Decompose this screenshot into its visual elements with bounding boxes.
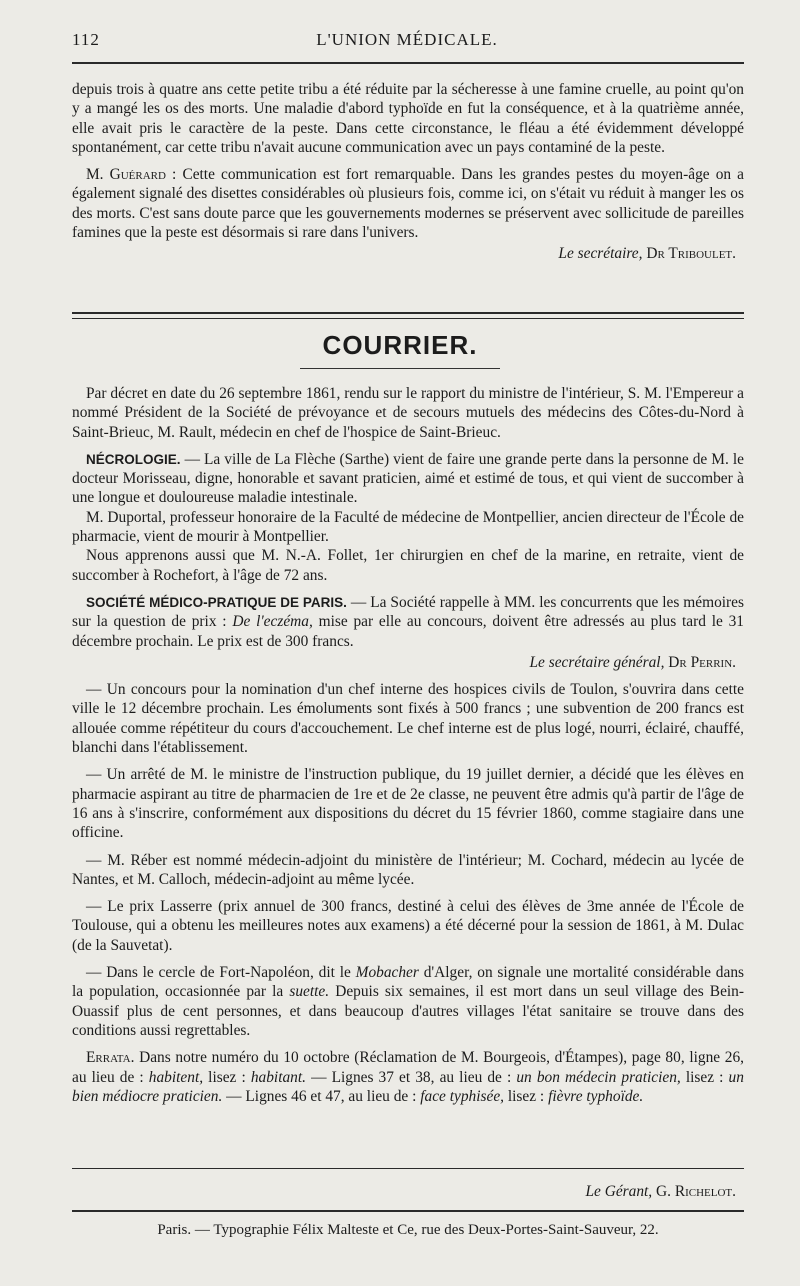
courrier-paragraph-decree: Par décret en date du 26 septembre 1861, rendu sur le rapport du ministre de l'intérieur, S. M. l'Empereur a nommé Président de la Société de prévoyance et de secours mutuels des médecins des Côtes-du-Nord à Saint-Brieuc, M. Rault, médecin en chef de l'hospice de Saint-Brieuc.	[72, 385, 744, 441]
gerant-signature	[72, 1182, 744, 1201]
intro-paragraph-2	[72, 165, 744, 242]
society-prize-topic: De l'eczéma,	[232, 613, 313, 631]
gerant-role: Le Gérant,	[585, 1183, 653, 1200]
duportal-paragraph: M. Duportal, professeur honoraire de la Faculté de médecine de Montpellier, ancien directeur de l'École de pharmacie, vient de mourir à Montpellier.	[72, 508, 744, 546]
society-text-a: — La Société rappelle à MM. les concurrents que les mémoires sur la question de prix :	[72, 593, 744, 631]
intro-text	[72, 80, 744, 264]
errata-italic-3: un bon médecin praticien,	[516, 1068, 681, 1086]
pharmacy-paragraph: — Un arrêté de M. le ministre de l'instruction publique, du 19 juillet dernier, a décidé que les élèves en pharmacie aspirant au titre de pharmacien de 1re et de 2e classe, ne peuvent être admis qu'à partir de l'âge de 16 ans à s'inscrire, conformément aux dispositions du décret du 15 février 1860, comme stagiaire dans une officine.	[72, 766, 744, 842]
errata-italic-1: habitent,	[148, 1068, 204, 1086]
errata-text-d: lisez :	[685, 1068, 724, 1086]
society-signature	[72, 653, 744, 672]
errata-italic-6: fièvre typhoïde.	[548, 1087, 644, 1105]
intro-signature	[72, 244, 744, 263]
society-label: SOCIÉTÉ MÉDICO-PRATIQUE DE PARIS.	[86, 594, 347, 610]
header-rule	[72, 62, 744, 64]
section-rule-top	[72, 312, 744, 314]
fort-text-b: d'Alger, on signale une mortalité considérable dans la population, occasionnée par la	[72, 964, 744, 1001]
necrology-label: NÉCROLOGIE.	[86, 451, 181, 467]
gerant-name: G. Richelot.	[656, 1183, 736, 1200]
errata-text-b: lisez :	[208, 1068, 246, 1086]
footer-rule	[72, 1210, 744, 1212]
fort-text-c: Depuis six semaines, il est mort dans un seul village des Bein-Ouassif plus de cent personnes, et dans beaucoup d'autres villages l'état sanitaire se trouve dans des conditions aussi regrettables.	[72, 983, 744, 1039]
errata-italic-4: un bien médiocre praticien.	[72, 1068, 744, 1105]
follet-paragraph: Nous apprenons aussi que M. N.-A. Follet, 1er chirurgien en chef de la marine, en retraite, vient de succomber à Rochefort, à l'âge de 72 ans.	[72, 547, 744, 584]
errata-text-a: Dans notre numéro du 10 octobre (Réclamation de M. Bourgeois, d'Étampes), page 80, ligne 26, au lieu de :	[72, 1049, 744, 1086]
section-title: COURRIER.	[322, 330, 478, 360]
signature-name: Dr Triboulet.	[646, 245, 736, 263]
errata-paragraph	[72, 1048, 744, 1106]
fort-italic-2: suette.	[289, 983, 330, 1001]
section-title-underline	[300, 368, 500, 369]
signature-role: Le secrétaire,	[558, 245, 643, 263]
fort-italic-1: Mobacher	[355, 964, 419, 982]
courrier-text	[72, 384, 744, 1106]
gerant-block	[72, 1180, 744, 1201]
society-text-b: mise par elle au concours, doivent être adressés au plus tard le 31 décembre prochain. Le prix est de 300 francs.	[72, 613, 745, 650]
page-number: 112	[72, 30, 100, 49]
journal-title: L'UNION MÉDICALE.	[316, 30, 498, 49]
errata-label: Errata.	[86, 1049, 135, 1067]
printer-imprint: Paris. — Typographie Félix Malteste et Ce, rue des Deux-Portes-Saint-Sauveur, 22.	[157, 1222, 659, 1238]
errata-text-f: lisez :	[507, 1087, 545, 1105]
errata-text-c: — Lignes 37 et 38, au lieu de :	[311, 1068, 512, 1086]
society-signature-role: Le secrétaire général,	[529, 653, 665, 671]
intro-paragraph-1: depuis trois à quatre ans cette petite tribu a été réduite par la sécheresse à une famine cruelle, au point qu'on y a mangé les os des morts. Une maladie d'abord typhoïde en fut la conséquence, et à la quatrième année, elle avait pris le caractère de la peste. Dans cette circonstance, le fléau a été évidemment développé spontanément, car cette tribu n'avait aucune communication avec un pays contaminé de la peste.	[72, 81, 744, 156]
intro-paragraph-2-text: Cette communication est fort remarquable. Dans les grandes pestes du moyen-âge on a également signalé des disettes considérables où plusieurs fois, comme ici, on s'était vu réduit à manger les os des morts. C'est sans doute parce que les gouvernements modernes se préservent avec sollicitude de pareilles famines que la peste est désormais si rare dans l'univers.	[72, 166, 745, 242]
necrology-text: — La ville de La Flèche (Sarthe) vient de faire une grande perte dans la personne de M. le docteur Morisseau, digne, honorable et savant praticien, aimé et estimé de tous, et qui vient de succomber à une longue et douloureuse maladie intestinale.	[72, 450, 744, 507]
errata-italic-2: habitant.	[250, 1068, 306, 1086]
necrology-paragraph	[72, 450, 744, 508]
speaker-name: M. Guérard :	[86, 166, 177, 184]
running-header	[72, 30, 742, 60]
toulon-paragraph: — Un concours pour la nomination d'un chef interne des hospices civils de Toulon, s'ouvrira dans cette ville le 12 décembre prochain. Les émoluments sont fixés à 500 francs ; une subvention de 200 francs est allouée comme répétiteur du cours d'accouchement. Le chef interne est de plus logé, nourri, éclairé, chauffé, blanchi dans l'établissement.	[72, 681, 744, 757]
errata-italic-5: face typhisée,	[420, 1087, 505, 1105]
lasserre-paragraph: — Le prix Lasserre (prix annuel de 300 francs, destiné à celui des élèves de 3me année de l'École de Toulouse, qui a obtenu les meilleures notes aux examens) a été décerné pour la session de 1861, à M. Dulac (de la Sauvetat).	[72, 898, 744, 954]
society-signature-name: Dr Perrin.	[668, 653, 736, 671]
section-rule-bottom	[72, 318, 744, 319]
fort-napoleon-paragraph	[72, 963, 744, 1040]
gerant-rule	[72, 1168, 744, 1169]
fort-text-a: — Dans le cercle de Fort-Napoléon, dit le	[86, 964, 351, 982]
errata-text-e: — Lignes 46 et 47, au lieu de :	[226, 1087, 417, 1105]
society-paragraph	[72, 593, 744, 651]
reber-paragraph: — M. Réber est nommé médecin-adjoint du ministère de l'intérieur; M. Cochard, médecin au lycée de Nantes, et M. Calloch, médecin-adjoint au même lycée.	[72, 851, 744, 888]
